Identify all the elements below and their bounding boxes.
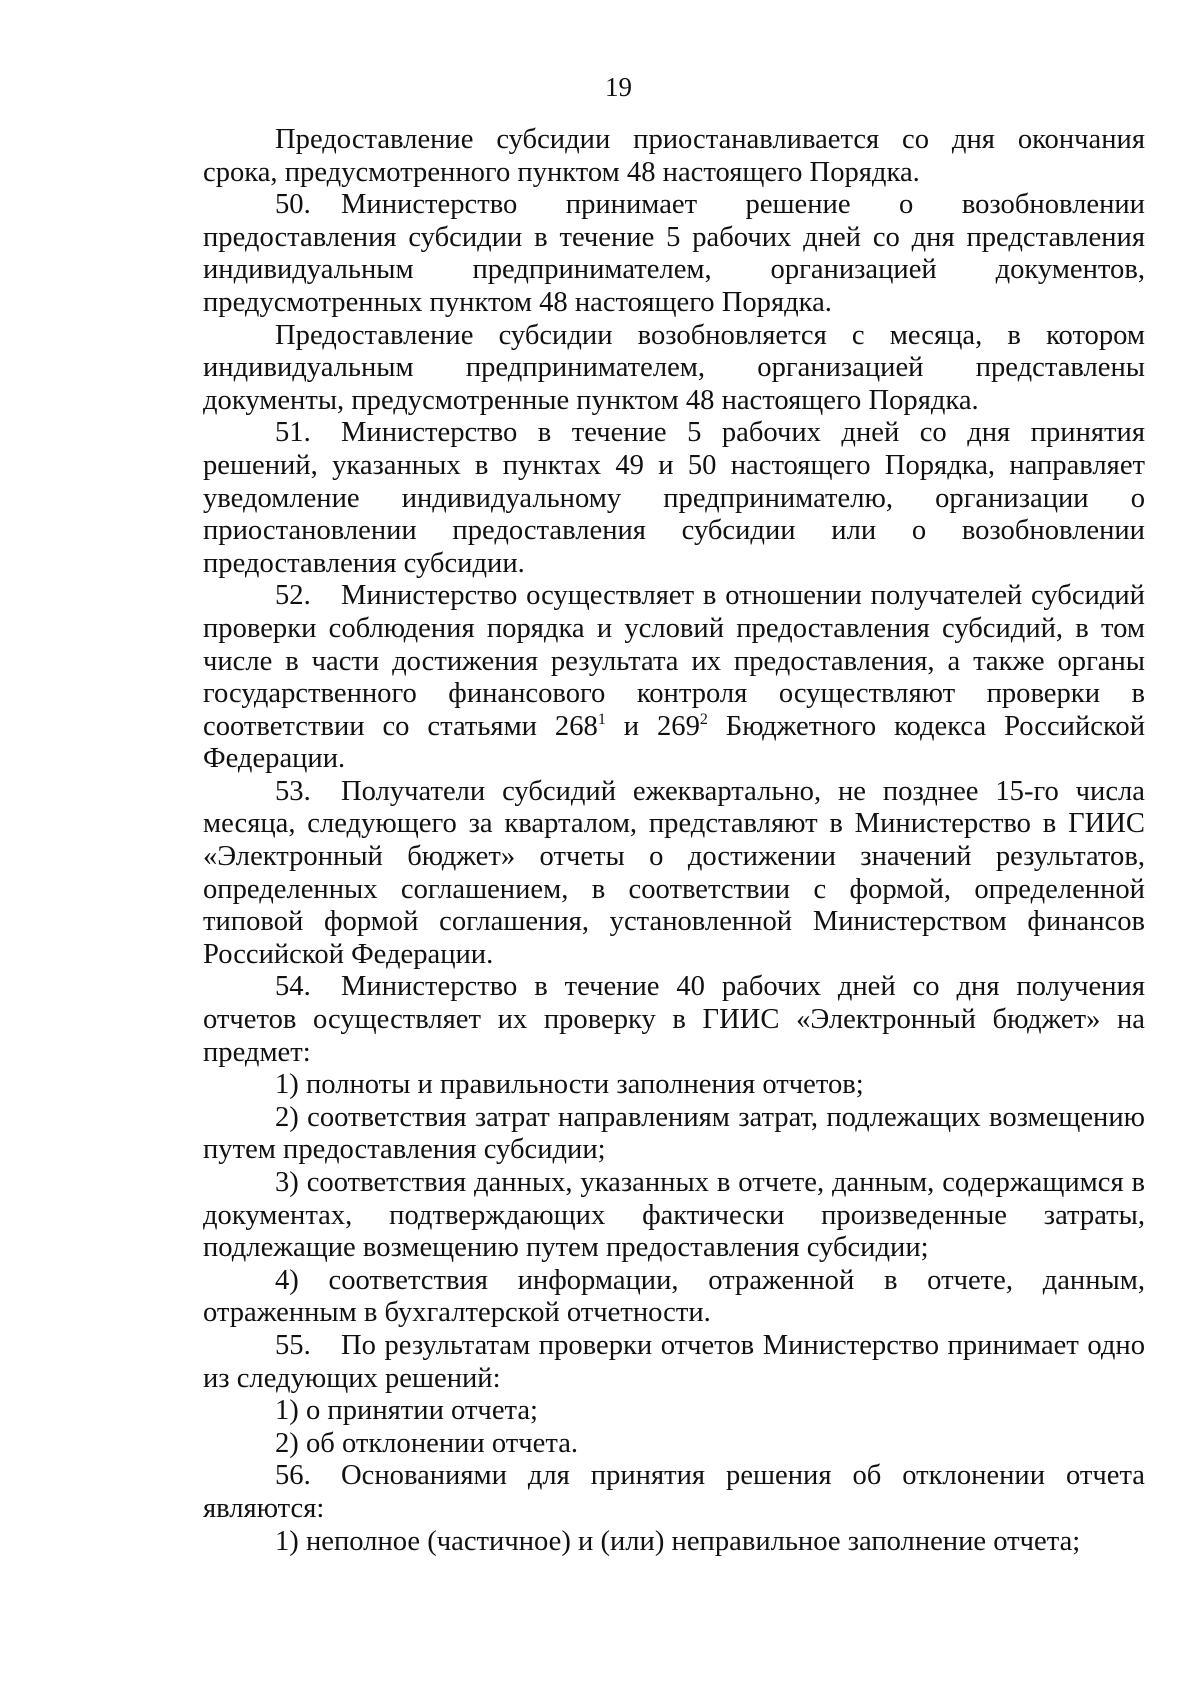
list-item: 2) соответствия затрат направлениям затрат, подлежащих возмещению путем предоставления субсидии; (203, 1101, 1145, 1166)
paragraph-number: 55. (275, 1329, 311, 1361)
list-item: 2) об отклонении отчета. (275, 1427, 579, 1459)
list-item: 1) полноты и правильности заполнения отчетов; (275, 1069, 864, 1101)
paragraph-text: По результатам проверки отчетов Министерство принимает одно из следующих решений: (203, 1329, 1145, 1394)
list-item: 3) соответствия данных, указанных в отчете, данным, содержащимся в документах, подтверждающих фактически произведенные затраты, подлежащие возмещению путем предоставления субсидии; (203, 1167, 1145, 1264)
paragraph-text: Министерство в течение 5 рабочих дней со дня принятия решений, указанных в пунктах 49 и 50 настоящего Порядка, направляет уведомление индивидуальному предпринимателю, организации о приостановлении предоставления субсидии или о возобновлении предоставления субсидии. (203, 417, 1145, 579)
paragraph-text: Основаниями для принятия решения об отклонении отчета являются: (203, 1460, 1145, 1524)
paragraph-text: Министерство осуществляет в отношении получателей субсидий проверки соблюдения порядка и условий предоставления субсидий, в том числе в части достижения результата их предоставления, а также органы государственного финансового контроля осуществляют проверки в соответствии со статьями 268 (203, 580, 1145, 742)
paragraph-53 (203, 776, 1145, 972)
list-item: 4) соответствия информации, отраженной в отчете, данным, отраженным в бухгалтерской отчетности. (203, 1264, 1145, 1329)
superscript: 2 (699, 710, 708, 728)
paragraph-number: 53. (275, 775, 311, 807)
paragraph-number: 51. (275, 417, 311, 449)
paragraph-51 (203, 417, 1145, 580)
paragraph-resumption: Предоставление субсидии возобновляется с месяца, в котором индивидуальным предпринимателем, организацией представлены документы, предусмотренные пунктом 48 настоящего Порядка. (203, 319, 1145, 416)
paragraph-text: Министерство принимает решение о возобновлении предоставления субсидии в течение 5 рабочих дней со дня представления индивидуальным предпринимателем, организацией документов, предусмотренных пунктом 48 настоящего Порядка. (203, 189, 1145, 318)
paragraph-54 (203, 971, 1145, 1069)
paragraph-56 (203, 1460, 1145, 1525)
paragraph-number: 52. (275, 580, 311, 612)
paragraph-suspension: Предоставление субсидии приостанавливается со дня окончания срока, предусмотренного пунктом 48 настоящего Порядка. (203, 124, 1145, 188)
paragraph-52 (203, 580, 1145, 776)
paragraph-50 (203, 189, 1145, 319)
paragraph-text: и 269 (605, 710, 700, 742)
page-number: 19 (605, 72, 632, 102)
paragraph-text: Бюджетного кодекса Российской Федерации. (203, 710, 1145, 775)
paragraph-number: 50. (275, 189, 311, 221)
paragraph-55 (203, 1330, 1145, 1395)
paragraph-text: Получатели субсидий ежеквартально, не позднее 15-го числа месяца, следующего за кварталом, представляют в Министерство в ГИИС «Электронный бюджет» отчеты о достижении значений результатов, определенных соглашением, в соответствии с формой, определенной типовой формой соглашения, установленной Министерством финансов Российской Федерации. (203, 775, 1145, 970)
list-item: 1) неполное (частичное) и (или) неправильное заполнение отчета; (275, 1525, 1081, 1557)
superscript: 1 (597, 710, 606, 728)
list-item: 1) о принятии отчета; (275, 1395, 538, 1427)
paragraph-text: Министерство в течение 40 рабочих дней со дня получения отчетов осуществляет их проверку в ГИИС «Электронный бюджет» на предмет: (203, 971, 1145, 1068)
document-body (203, 124, 1145, 1558)
paragraph-number: 56. (275, 1460, 311, 1492)
paragraph-number: 54. (275, 971, 311, 1003)
